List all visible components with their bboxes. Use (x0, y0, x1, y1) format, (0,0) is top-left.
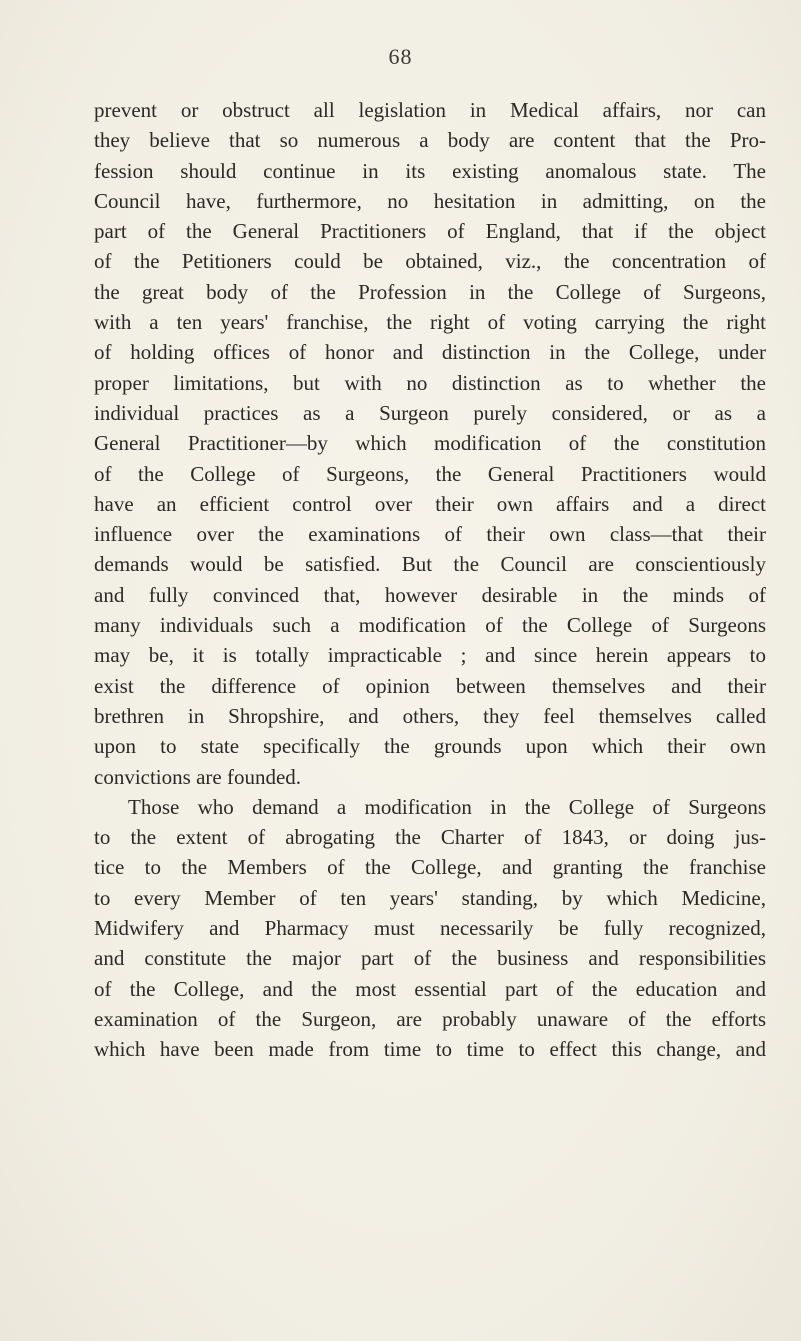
text-line: Those who demand a modification in the College of Surgeons (128, 794, 766, 819)
text-line: to every Member of ten years' standing, by which Medicine, (94, 885, 766, 910)
paragraph (94, 792, 766, 1065)
text-line: prevent or obstruct all legislation in Medical affairs, nor can (94, 98, 766, 122)
text-line: upon to state specifically the grounds upon which their own (94, 734, 766, 759)
text-line: convictions are founded. (94, 764, 302, 789)
text-line: the great body of the Profession in the College of Surgeons, (94, 279, 766, 304)
body-text (94, 95, 766, 1065)
text-line: of the College of Surgeons, the General Practitioners would (94, 461, 766, 486)
text-line: General Practitioner—by which modification of the constitution (94, 431, 766, 456)
text-line: exist the difference of opinion between themselves and their (94, 673, 766, 698)
text-line: Council have, furthermore, no hesitation in admitting, on the (94, 188, 766, 213)
text-line: have an efficient control over their own affairs and a direct (94, 491, 766, 516)
paragraph (94, 95, 766, 792)
text-line: individual practices as a Surgeon purely considered, or as a (94, 400, 766, 425)
text-line: may be, it is totally impracticable ; and since herein appears to (94, 643, 766, 668)
text-line: examination of the Surgeon, are probably unaware of the efforts (94, 1006, 766, 1031)
page-number: 68 (388, 44, 413, 69)
text-line: brethren in Shropshire, and others, they feel themselves called (94, 703, 766, 728)
text-line: demands would be satisfied. But the Council are conscientiously (94, 552, 766, 577)
text-line: and constitute the major part of the business and responsibilities (94, 946, 766, 971)
text-line: Midwifery and Pharmacy must necessarily be fully recognized, (94, 916, 766, 941)
text-line: fession should continue in its existing anomalous state. The (94, 158, 766, 183)
text-line: of the Petitioners could be obtained, viz., the concentration of (94, 249, 766, 274)
text-line: of holding offices of honor and distinction in the College, under (94, 340, 766, 365)
text-line: influence over the examinations of their own class—that their (94, 522, 766, 547)
text-line: many individuals such a modification of the College of Surgeons (94, 613, 766, 638)
text-line: and fully convinced that, however desirable in the minds of (94, 582, 766, 607)
text-line: to the extent of abrogating the Charter of 1843, or doing jus- (94, 825, 766, 850)
text-line: part of the General Practitioners of England, that if the object (94, 219, 766, 244)
text-line: they believe that so numerous a body are content that the Pro- (94, 128, 766, 153)
text-line: of the College, and the most essential part of the education and (94, 976, 766, 1001)
text-line: tice to the Members of the College, and granting the franchise (94, 855, 766, 880)
text-line: with a ten years' franchise, the right of voting carrying the right (94, 310, 766, 335)
text-line: which have been made from time to time to effect this change, and (94, 1037, 766, 1062)
text-line: proper limitations, but with no distinction as to whether the (94, 370, 766, 395)
